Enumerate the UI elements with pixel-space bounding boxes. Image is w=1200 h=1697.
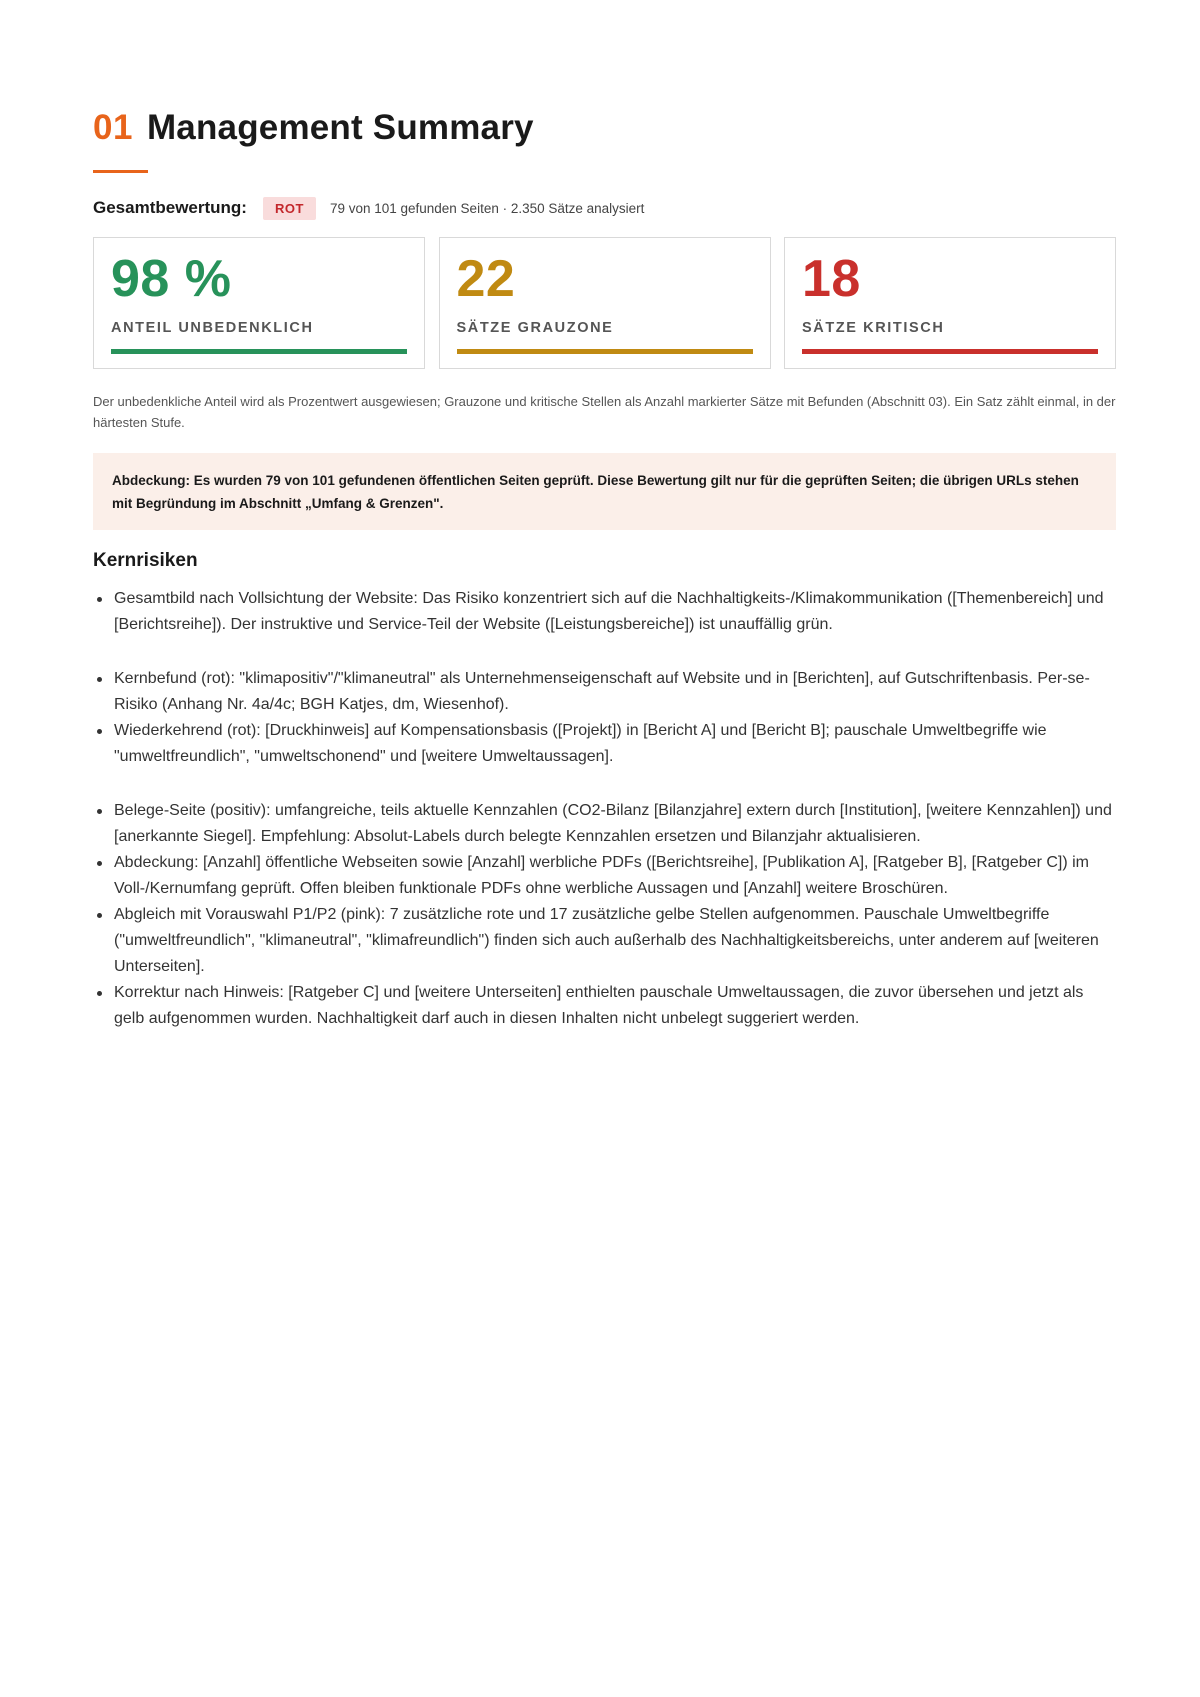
section-number: 01 (93, 108, 133, 147)
risk-item: Kernbefund (rot): "klimapositiv"/"klimaneutral" als Unternehmenseigenschaft auf Website und in [Berichten], auf Gutschriftenbasis. Per-se-Risiko (Anhang Nr. 4a/4c; BGH Katjes, dm, Wiesenhof). (93, 666, 1116, 718)
kpi-color-bar (802, 349, 1098, 354)
kpi-value: 22 (456, 250, 516, 308)
overall-rating-label: Gesamtbewertung: (93, 198, 247, 217)
management-summary-section (93, 108, 1116, 1032)
risk-item: Korrektur nach Hinweis: [Ratgeber C] und [weitere Unterseiten] enthielten pauschale Umweltaussagen, die zuvor übersehen und jetzt als gelb aufgenommen wurden. Nachhaltigkeit darf auch in diesen Inhalten nicht unbelegt suggeriert werden. (93, 980, 1116, 1032)
analysis-meta: 79 von 101 gefunden Seiten · 2.350 Sätze analysiert (329, 200, 645, 216)
kpi-label: SÄTZE GRAUZONE (456, 320, 614, 336)
kpi-value: 98 % (111, 250, 232, 308)
coverage-callout (93, 453, 1116, 530)
kpi-label: ANTEIL UNBEDENKLICH (111, 320, 314, 336)
heading-underline (93, 170, 148, 173)
risk-item: Abdeckung: [Anzahl] öffentliche Webseiten sowie [Anzahl] werbliche PDFs ([Berichtsreihe], [Publikation A], [Ratgeber B], [Ratgeber C]) im Voll-/Kernumfang geprüft. Offen bleiben funktionale PDFs ohne werbliche Aussagen und [Anzahl] weitere Broschüren. (93, 850, 1116, 902)
section-title: Management Summary (146, 108, 534, 147)
methodology-note: Der unbedenkliche Anteil wird als Prozentwert ausgewiesen; Grauzone und kritische Stellen als Anzahl markierter Sätze mit Befunden (Abschnitt 03). Ein Satz zählt einmal, in der härtesten Stufe. (93, 394, 1116, 430)
kpi-card-kritisch (784, 237, 1116, 369)
kpi-value: 18 (802, 250, 861, 308)
risks-list (93, 586, 1116, 1032)
risk-item: Abgleich mit Vorauswahl P1/P2 (pink): 7 zusätzliche rote und 17 zusätzliche gelbe Stellen aufgenommen. Pauschale Umweltbegriffe ("umweltfreundlich", "klimaneutral", "klimafreundlich") finden sich auch außerhalb des Nachhaltigkeitsbereichs, unter anderem auf [weiteren Unterseiten]. (93, 902, 1116, 980)
risk-item: Gesamtbild nach Vollsichtung der Website: Das Risiko konzentriert sich auf die Nachhaltigkeits-/Klimakommunikation ([Themenbereich] und [Berichtsreihe]). Der instruktive und Service-Teil der Website ([Leistungsbereiche]) ist unauffällig grün. (93, 586, 1116, 638)
coverage-text: Es wurden 79 von 101 gefundenen öffentlichen Seiten geprüft. Diese Bewertung gilt nur für die geprüften Seiten; die übrigen URLs stehen mit Begründung im Abschnitt „Umfang & Grenzen". (112, 473, 1079, 511)
overall-rating-row (93, 195, 1116, 221)
section-heading (93, 108, 1116, 156)
risk-item: Wiederkehrend (rot): [Druckhinweis] auf Kompensationsbasis ([Projekt]) in [Bericht A] und [Bericht B]; pauschale Umweltbegriffe wie "umweltfreundlich", "umweltschonend" und [weitere Umweltaussagen]. (93, 718, 1116, 770)
kpi-color-bar (111, 349, 407, 354)
risks-heading: Kernrisiken (93, 550, 198, 571)
kpi-cards (93, 237, 1116, 369)
kpi-card-grauzone (439, 237, 771, 369)
risk-item: Belege-Seite (positiv): umfangreiche, teils aktuelle Kennzahlen (CO2-Bilanz [Bilanzjahre] extern durch [Institution], [weitere Kennzahlen]) und [anerkannte Siegel]. Empfehlung: Absolut-Labels durch belegte Kennzahlen ersetzen und Bilanzjahr aktualisieren. (93, 798, 1116, 850)
coverage-lead: Abdeckung: (112, 473, 191, 488)
kpi-color-bar (457, 349, 753, 354)
rating-badge: ROT (263, 197, 316, 220)
kpi-card-unbedenklich (93, 237, 425, 369)
kpi-label: SÄTZE KRITISCH (802, 320, 945, 336)
